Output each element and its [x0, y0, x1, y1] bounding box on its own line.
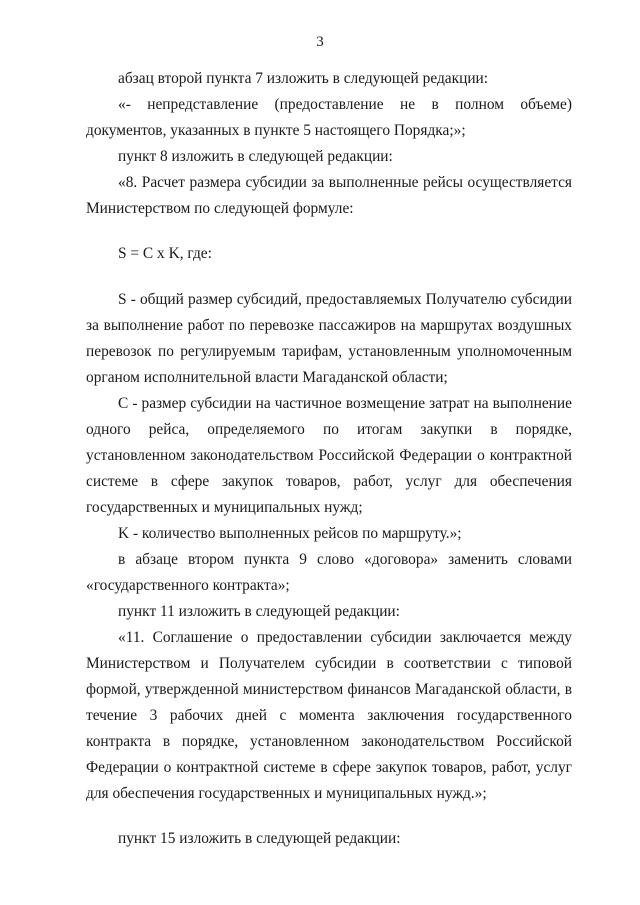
paragraph: абзац второй пункта 7 изложить в следующей редакции:	[118, 70, 489, 87]
document-body	[86, 66, 572, 852]
paragraph: пункт 8 изложить в следующей редакции:	[118, 148, 393, 165]
page-number: 3	[316, 34, 324, 50]
formula: S = C x K, где:	[118, 245, 212, 262]
paragraph: S - общий размер субсидий, предоставляемых Получателю субсидии за выполнение работ по перевозке пассажиров на маршрутах воздушных перевозок по регулируемым тарифам, установленным уполномоченным органом исполнительной власти Магаданской области;	[86, 291, 572, 386]
paragraph: C - размер субсидии на частичное возмещение затрат на выполнение одного рейса, определяемого по итогам закупки в порядке, установленном законодательством Российской Федерации о контрактной системе в сфере закупок товаров, работ, услуг для обеспечения государственных и муниципальных нужд;	[86, 395, 572, 516]
paragraph: в абзаце втором пункта 9 слово «договора» заменить словами «государственного контракта»;	[86, 551, 572, 594]
paragraph: «8. Расчет размера субсидии за выполненные рейсы осуществляется Министерством по следующей формуле:	[86, 174, 572, 217]
paragraph: пункт 11 изложить в следующей редакции:	[118, 603, 400, 620]
paragraph: «- непредставление (предоставление не в полном объеме) документов, указанных в пункте 5 настоящего Порядка;»;	[86, 96, 572, 139]
paragraph: пункт 15 изложить в следующей редакции:	[118, 830, 401, 847]
paragraph: K - количество выполненных рейсов по маршруту.»;	[118, 525, 462, 542]
paragraph: «11. Соглашение о предоставлении субсидии заключается между Министерством и Получателем субсидии в соответствии с типовой формой, утвержденной министерством финансов Магаданской области, в течение 3 рабочих дней с момента заключения государственного контракта в порядке, установленном законодательством Российской Федерации о контрактной системе в сфере закупок товаров, работ, услуг для обеспечения государственных и муниципальных нужд.»;	[86, 629, 572, 802]
